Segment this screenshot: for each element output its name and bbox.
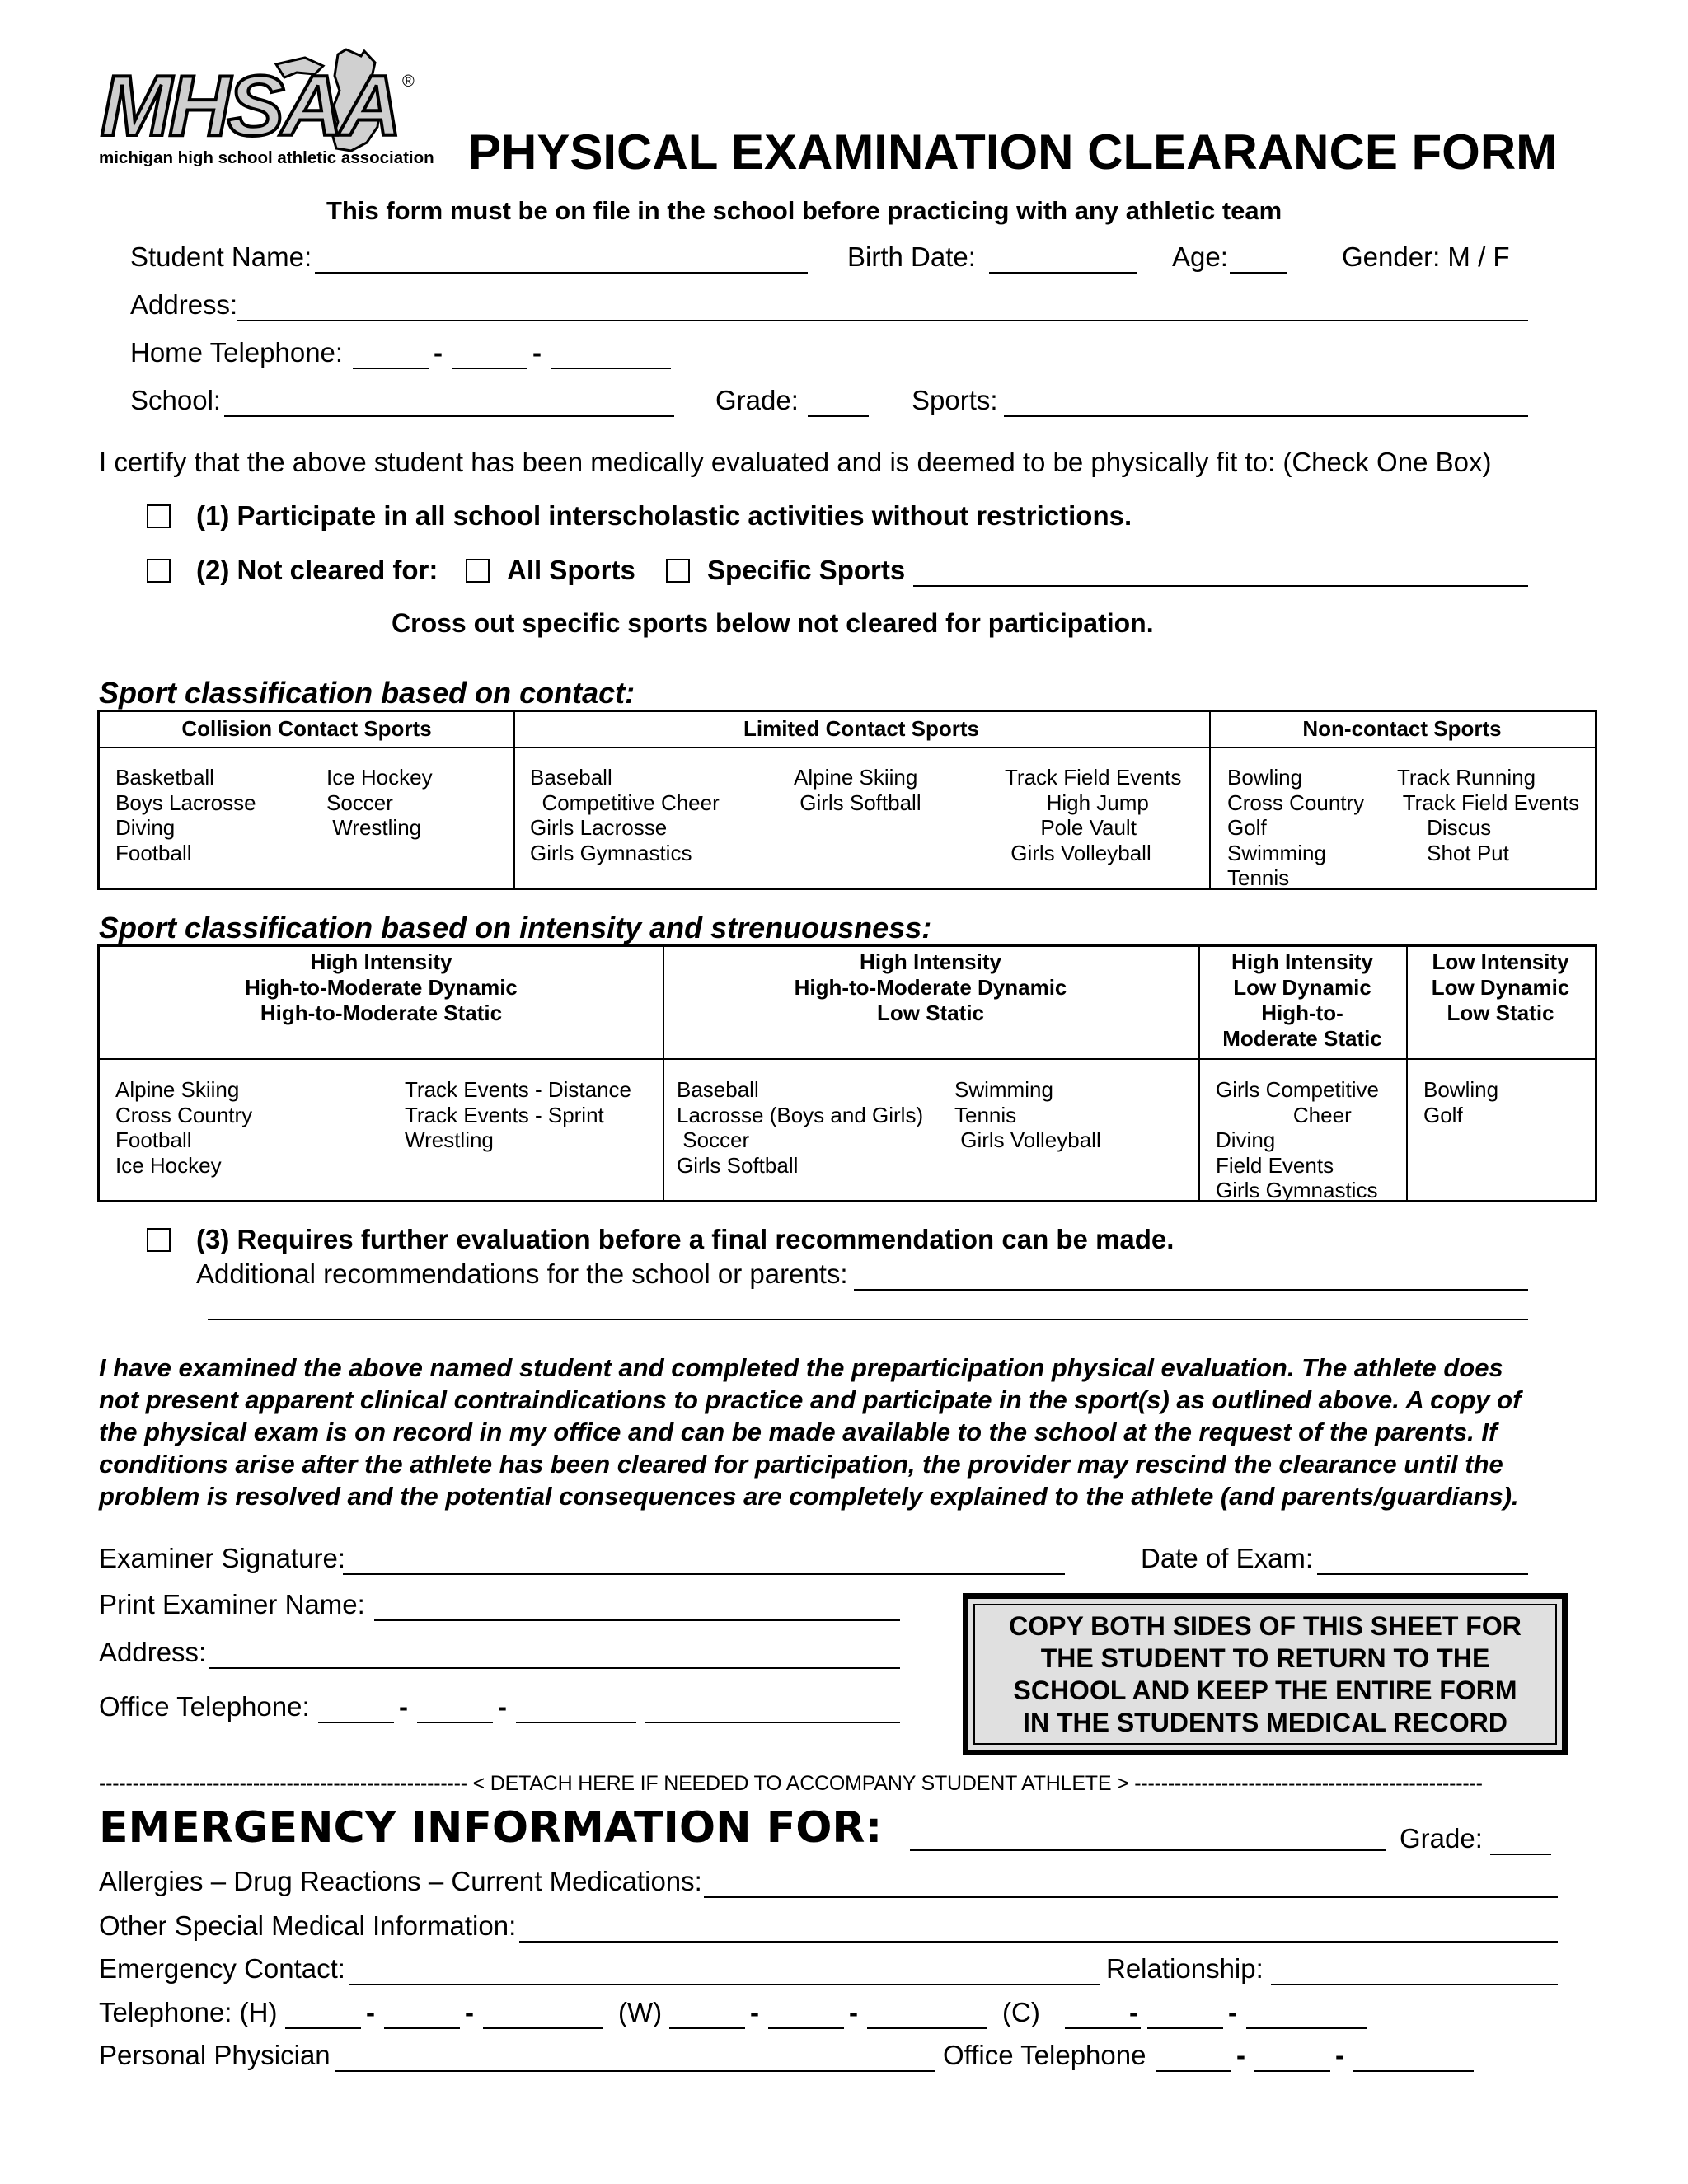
cross-out-instruction: Cross out specific sports below not cleared for participation. [392, 608, 1154, 638]
grade-label: Grade: [715, 385, 799, 415]
examiner-address-label: Address: [99, 1637, 207, 1667]
copy-notice-box [963, 1593, 1568, 1755]
limited-sports-list-1: Baseball Competitive Cheer Girls Lacrosse Girls Gymnastics [530, 765, 720, 865]
certify-text: I certify that the above student has been medically evaluated and is deemed to be physically fit to: (Check One Box) [99, 447, 1492, 477]
option1-label: (1) Participate in all school interscholastic activities without restrictions. [196, 500, 1132, 531]
emergency-contact-label: Emergency Contact: [99, 1953, 345, 1984]
home-telephone-label: Home Telephone: [130, 337, 344, 368]
personal-physician-field[interactable] [335, 2070, 935, 2072]
examiner-attestation: I have examined the above named student and completed the preparticipation physical evaluation. The athlete does not present apparent clinical contraindications to practice and participate in the sport(s) as outlined above. A copy of the physical exam is on record in my office and can be made available to the school at the request of the parents. If conditions arise after the athlete has been cleared for participation, the provider may rescind the clearance until the problem is resolved and the potential consequences are completely explained to the athlete (and parents/guardians). [99, 1353, 1522, 1511]
school-label: School: [130, 385, 222, 415]
intensity-classification-heading: Sport classification based on intensity and strenuousness: [99, 911, 932, 944]
option2-label: (2) Not cleared for: [196, 555, 438, 585]
dash: - [465, 1997, 474, 2027]
date-of-exam-field[interactable] [1317, 1573, 1528, 1575]
dash: - [399, 1691, 408, 1722]
office-tel-ext-field[interactable] [645, 1722, 900, 1723]
dash: - [498, 1691, 507, 1722]
examiner-address-field[interactable] [209, 1667, 900, 1669]
logo-subtitle: michigan high school athletic association [99, 148, 434, 167]
physician-office-telephone-label: Office Telephone [943, 2040, 1146, 2070]
office-tel-area-field[interactable] [318, 1722, 394, 1723]
option2-checkbox[interactable] [147, 559, 171, 583]
phys-tel-prefix[interactable] [1254, 2070, 1330, 2072]
address-label: Address: [130, 289, 238, 320]
grade-field[interactable] [808, 415, 869, 417]
sports-label: Sports: [912, 385, 998, 415]
allergies-label: Allergies – Drug Reactions – Current Medications: [99, 1866, 702, 1896]
gender-label[interactable]: Gender: M / F [1342, 241, 1510, 272]
home-tel-prefix-field[interactable] [452, 368, 528, 369]
tel-h-prefix[interactable] [384, 2027, 460, 2029]
sports-field[interactable] [1004, 415, 1528, 417]
contact-classification-heading: Sport classification based on contact: [99, 676, 635, 710]
intensity-sports-3: Girls Competitive Cheer Diving Field Events Girls Gymnastics [1216, 1077, 1379, 1202]
birth-date-field[interactable] [989, 272, 1137, 274]
home-tel-area-field[interactable] [353, 368, 429, 369]
copy-notice-text: COPY BOTH SIDES OF THIS SHEET FOR THE STUDENT TO RETURN TO THE SCHOOL AND KEEP THE ENTIRE FORM IN THE STUDENTS MEDICAL RECORD [1009, 1610, 1522, 1737]
allergies-field[interactable] [704, 1896, 1558, 1898]
collision-header: Collision Contact Sports [181, 716, 432, 741]
examiner-signature-label: Examiner Signature: [99, 1543, 345, 1573]
intensity-classification-table [97, 944, 1597, 1202]
tel-h-area[interactable] [285, 2027, 361, 2029]
all-sports-checkbox[interactable] [466, 559, 490, 583]
dash: - [434, 337, 443, 368]
tel-h-line[interactable] [483, 2027, 603, 2029]
detach-line: ------------------------------------------------------- < DETACH HERE IF NEEDED TO ACCOMPANY STUDENT ATHLETE > ---------------------------------------------------- [99, 1772, 1483, 1795]
tel-c-prefix[interactable] [1147, 2027, 1223, 2029]
examiner-signature-field[interactable] [343, 1573, 1065, 1575]
emergency-title: EMERGENCY INFORMATION FOR: [99, 1803, 883, 1853]
option1-checkbox[interactable] [147, 504, 171, 528]
form-title: PHYSICAL EXAMINATION CLEARANCE FORM [468, 124, 1558, 180]
specific-sports-field[interactable] [913, 585, 1528, 587]
emergency-grade-label: Grade: [1400, 1823, 1483, 1854]
intensity-header-3: High Intensity Low Dynamic High-to- Moderate Static [1222, 949, 1382, 1051]
date-of-exam-label: Date of Exam: [1141, 1543, 1314, 1573]
age-field[interactable] [1230, 272, 1287, 274]
emergency-telephone-label: Telephone: (H) [99, 1997, 278, 2027]
noncontact-header: Non-contact Sports [1302, 716, 1502, 741]
intensity-sports-1a: Alpine Skiing Cross Country Football Ice Hockey [115, 1077, 253, 1178]
home-tel-line-field[interactable] [551, 368, 671, 369]
relationship-field[interactable] [1271, 1984, 1558, 1985]
collision-sports-list-1: Basketball Boys Lacrosse Diving Football [115, 765, 256, 865]
emergency-grade-field[interactable] [1490, 1854, 1551, 1855]
intensity-sports-1b: Track Events - Distance Track Events - Sprint Wrestling [405, 1077, 632, 1152]
dash: - [1228, 1997, 1237, 2027]
print-examiner-name-label: Print Examiner Name: [99, 1589, 365, 1619]
other-medical-field[interactable] [519, 1941, 1558, 1943]
emergency-name-field[interactable] [910, 1849, 1386, 1851]
specific-sports-checkbox[interactable] [666, 559, 690, 583]
limited-sports-list-3: Track Field Events High Jump Pole Vault Girls Volleyball [1005, 765, 1182, 865]
mhsaa-logo [99, 48, 434, 171]
noncontact-sports-list-2: Track Running Track Field Events Discus Shot Put [1397, 765, 1580, 865]
collision-sports-list-2: Ice Hockey Soccer Wrestling [326, 765, 433, 840]
intensity-sports-2a: Baseball Lacrosse (Boys and Girls) Soccer Girls Softball [677, 1077, 924, 1178]
tel-w-area[interactable] [669, 2027, 745, 2029]
phys-tel-line[interactable] [1353, 2070, 1474, 2072]
intensity-header-2: High Intensity High-to-Moderate Dynamic Low Static [794, 949, 1067, 1025]
logo-wordmark: MHSAA [101, 59, 399, 154]
intensity-header-1: High Intensity High-to-Moderate Dynamic High-to-Moderate Static [245, 949, 518, 1025]
office-tel-line-field[interactable] [516, 1722, 636, 1723]
additional-recommendations-field-2[interactable] [208, 1319, 1528, 1320]
school-field[interactable] [224, 415, 674, 417]
address-field[interactable] [237, 320, 1528, 321]
limited-sports-list-2: Alpine Skiing Girls Softball [794, 765, 921, 815]
additional-recommendations-label: Additional recommendations for the school or parents: [196, 1258, 848, 1289]
dash: - [1236, 2040, 1245, 2070]
option3-label: (3) Requires further evaluation before a final recommendation can be made. [196, 1224, 1175, 1254]
dash: - [366, 1997, 375, 2027]
tel-w-label: (W) [618, 1997, 663, 2027]
specific-sports-label: Specific Sports [707, 555, 906, 585]
dash: - [849, 1997, 858, 2027]
print-examiner-name-field[interactable] [374, 1619, 900, 1621]
intensity-sports-4: Bowling Golf [1423, 1077, 1499, 1127]
student-name-field[interactable] [315, 272, 808, 274]
option3-checkbox[interactable] [147, 1228, 171, 1252]
intensity-header-4: Low Intensity Low Dynamic Low Static [1431, 949, 1570, 1025]
contact-classification-table [97, 710, 1597, 890]
birth-date-label: Birth Date: [847, 241, 976, 272]
intensity-sports-2b: Swimming Tennis Girls Volleyball [954, 1077, 1101, 1152]
other-medical-label: Other Special Medical Information: [99, 1910, 517, 1941]
dash: - [750, 1997, 759, 2027]
office-tel-prefix-field[interactable] [417, 1722, 493, 1723]
relationship-label: Relationship: [1106, 1953, 1264, 1984]
emergency-contact-field[interactable] [349, 1984, 1100, 1985]
tel-c-label: (C) [1002, 1997, 1040, 2027]
additional-recommendations-field[interactable] [854, 1289, 1528, 1291]
personal-physician-label: Personal Physician [99, 2040, 331, 2070]
tel-w-prefix[interactable] [768, 2027, 844, 2029]
tel-w-line[interactable] [867, 2027, 987, 2029]
noncontact-sports-list-1: Bowling Cross Country Golf Swimming Tennis [1227, 765, 1365, 890]
form-subtitle: This form must be on file in the school before practicing with any athletic team [326, 196, 1282, 225]
student-name-label: Student Name: [130, 241, 312, 272]
all-sports-label: All Sports [507, 555, 635, 585]
limited-header: Limited Contact Sports [743, 716, 979, 741]
dash: - [1129, 1997, 1138, 2027]
age-label: Age: [1172, 241, 1228, 272]
tel-c-line[interactable] [1246, 2027, 1367, 2029]
dash: - [532, 337, 542, 368]
phys-tel-area[interactable] [1156, 2070, 1231, 2072]
dash: - [1335, 2040, 1344, 2070]
logo-registered-mark: ® [402, 73, 415, 91]
office-telephone-label: Office Telephone: [99, 1691, 310, 1722]
